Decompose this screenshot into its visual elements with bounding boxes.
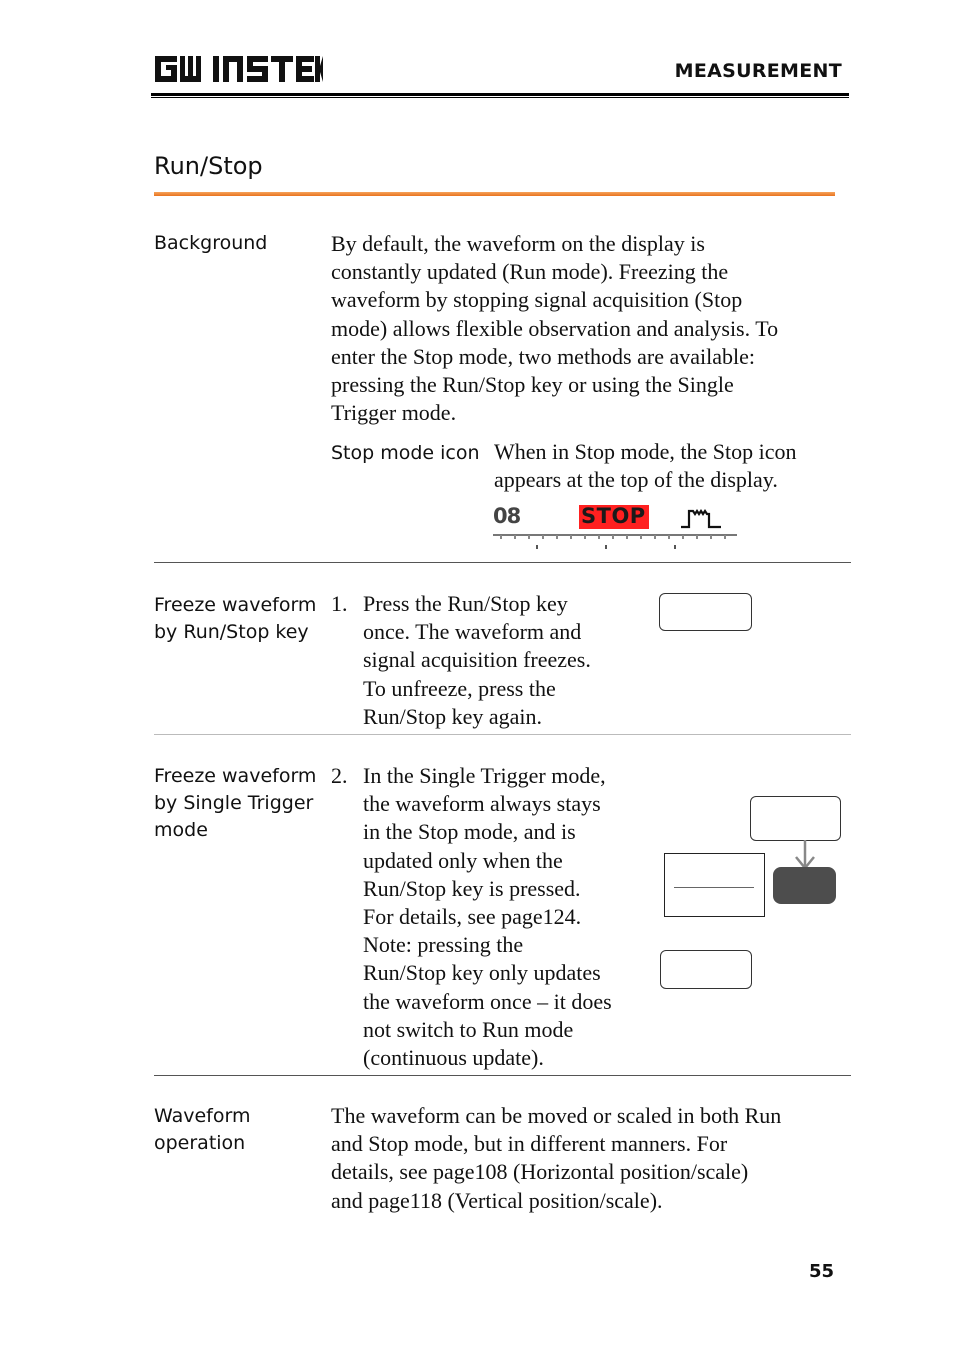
- trigger-icon: [679, 505, 739, 531]
- single-mode-softkey-panel[interactable]: [664, 853, 765, 917]
- horizontal-scale-icon: [493, 531, 739, 551]
- page-number: 55: [808, 1261, 834, 1282]
- trigger-menu-key[interactable]: [750, 796, 841, 841]
- step-number-2: 2.: [331, 763, 348, 788]
- gwinstek-logo: [153, 54, 323, 84]
- stop-icon-text: When in Stop mode, the Stop icon appears at the top of the display.: [494, 439, 797, 493]
- run-stop-key[interactable]: [659, 593, 752, 631]
- waveform-operation-label: Waveform operation: [154, 1105, 251, 1154]
- freeze-single-text: In the Single Trigger mode, the waveform always stays in the Stop mode, and is updated only when the Run/Stop key is pressed. For details, see page124. Note: pressing the Run/Stop key only updates the waveform once – it does not switch to Run mode (continuous update).: [363, 763, 612, 1071]
- waveform-operation-text: The waveform can be moved or scaled in both Run and Stop mode, but in different manners. For details, see page108 (Horizontal position/scale) and page118 (Vertical position/scale).: [331, 1103, 782, 1213]
- page-title: Run/Stop: [154, 152, 263, 180]
- background-text: By default, the waveform on the display is constantly updated (Run mode). Freezing the waveform by stopping signal acquisition (Stop mode) allows flexible observation and analysis. To enter the Stop mode, two methods are available: pressing the Run/Stop key or using the Single Trigger mode.: [331, 231, 779, 426]
- freeze-runstop-label: Freeze waveform by Run/Stop key: [154, 594, 317, 643]
- stop-badge-text: STOP: [581, 504, 646, 528]
- freeze-single-label: Freeze waveform by Single Trigger mode: [154, 765, 317, 841]
- title-underline: [154, 192, 835, 196]
- stop-icon-screenshot: [493, 503, 743, 551]
- section-divider: [154, 562, 851, 563]
- background-label: Background: [154, 232, 268, 254]
- single-key-lit[interactable]: [773, 867, 836, 904]
- row-divider: [154, 734, 851, 735]
- arrow-down-icon: [794, 840, 816, 870]
- header-rule-thin: [151, 97, 849, 98]
- freeze-runstop-text: Press the Run/Stop key once. The waveform and signal acquisition freezes. To unfreeze, press the Run/Stop key again.: [363, 591, 591, 729]
- section-divider: [154, 1075, 851, 1076]
- run-stop-key[interactable]: [660, 950, 752, 989]
- header-rule: [151, 93, 849, 96]
- stop-icon-label: Stop mode icon: [331, 442, 480, 464]
- softkey-divider: [674, 887, 754, 888]
- step-number-1: 1.: [331, 591, 348, 616]
- section-label: MEASUREMENT: [674, 60, 842, 82]
- screen-fragment-text: 08: [493, 504, 521, 528]
